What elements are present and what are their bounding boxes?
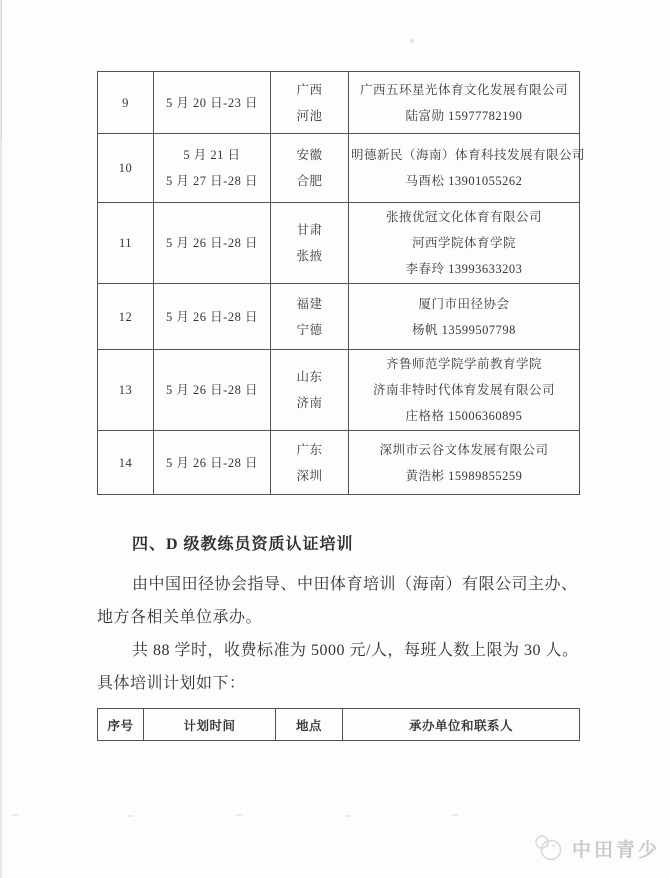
paragraph: [97, 568, 579, 634]
plan-time-cell: [154, 284, 271, 350]
plan-time: 5 月 26 日-28 日: [166, 383, 258, 397]
organizer-line: 齐鲁师范学院学前教育学院: [385, 357, 542, 371]
plan-time: 5 月 26 日-28 日: [166, 236, 258, 250]
row-number-cell: [98, 134, 154, 203]
location-cell: [271, 203, 349, 284]
table-row: [98, 284, 580, 350]
plan-time-cell: [154, 350, 271, 431]
row-number: 14: [118, 455, 133, 470]
column-header-organizer: 承办单位和联系人: [343, 709, 580, 741]
paragraph-line: 具体培训计划如下：: [97, 675, 246, 692]
organizer-contact-cell: [349, 350, 580, 431]
row-number: 11: [118, 236, 133, 250]
organizer-line: 济南非特时代体育发展有限公司: [372, 383, 555, 397]
scan-artifact: [12, 814, 19, 816]
plan-time: 5 月 26 日-28 日: [166, 309, 258, 324]
organizer-line: 广西五环星光体育文化发展有限公司: [359, 82, 568, 97]
table-row: [98, 350, 580, 431]
table-row: [98, 72, 580, 134]
location-cell: [271, 350, 349, 431]
column-header-location: 地点: [276, 709, 343, 741]
contact-line: 马酉松 13901055262: [405, 174, 523, 188]
row-number-cell: [98, 284, 154, 350]
brand-watermark: [531, 833, 660, 863]
row-number-cell: [98, 431, 154, 495]
table-row: [98, 431, 580, 495]
province: 广西: [296, 82, 323, 97]
plan-time-cell: [154, 431, 271, 495]
scan-artifact: [236, 814, 243, 816]
contact-line: 李春玲 13993633203: [405, 262, 523, 276]
scan-artifact: [345, 815, 351, 817]
organizer-contact-cell: [349, 284, 580, 350]
paragraph-line: 共 88 学时，收费标准为 5000 元/人，每班人数上限为 30 人。: [132, 642, 579, 659]
province: 广东: [296, 442, 323, 457]
plan-time-cell: [154, 72, 271, 134]
row-number-cell: [98, 72, 154, 134]
page-content: [97, 71, 586, 741]
province: 山东: [296, 370, 323, 384]
city: 深圳: [296, 468, 323, 483]
row-number: 9: [122, 95, 129, 110]
organizer-contact-cell: [349, 203, 580, 284]
plan-time: 5 月 21 日: [183, 148, 241, 162]
organizer-line: 明德新民（海南）体育科技发展有限公司: [351, 148, 586, 162]
column-header-plan-time: 计划时间: [144, 709, 276, 741]
brand-logo-icon: [531, 833, 565, 863]
training-schedule-table: [97, 71, 586, 495]
column-header-no: 序号: [98, 709, 144, 741]
province: 安徽: [296, 148, 323, 162]
city: 合肥: [296, 174, 323, 188]
city: 济南: [296, 396, 323, 410]
scan-artifact: [410, 39, 414, 43]
organizer-contact-cell: [349, 431, 580, 495]
plan-table-header-row: [98, 709, 580, 741]
table-row: [98, 203, 580, 284]
plan-time-cell: [154, 203, 271, 284]
row-number-cell: [98, 350, 154, 431]
brand-watermark-label: 中田青少: [571, 839, 660, 861]
location-cell: [271, 431, 349, 495]
paragraph-line: 由中国田径协会指导、中田体育培训（海南）有限公司主办、: [132, 576, 578, 593]
paragraph: [97, 634, 579, 700]
city: 宁德: [296, 322, 323, 337]
location-cell: [271, 284, 349, 350]
organizer-contact-cell: [349, 134, 586, 203]
organizer-contact-cell: [349, 72, 580, 134]
plan-time-cell: [154, 134, 271, 203]
row-number: 13: [118, 383, 133, 397]
plan-time: 5 月 27 日-28 日: [166, 174, 258, 188]
contact-line: 黄浩彬 15989855259: [405, 468, 523, 483]
contact-line: 陆富勋 15977782190: [405, 108, 523, 123]
plan-time: 5 月 20 日-23 日: [166, 95, 258, 110]
organizer-line: 厦门市田径协会: [418, 296, 510, 311]
location-cell: [271, 72, 349, 134]
contact-line: 杨帆 13599507798: [412, 322, 516, 337]
paragraph-line: 地方各相关单位承办。: [97, 609, 263, 626]
scan-artifact: [1, 0, 2, 140]
province: 福建: [296, 296, 323, 311]
city: 河池: [296, 108, 323, 123]
plan-time: 5 月 26 日-28 日: [166, 455, 258, 470]
organizer-line: 河西学院体育学院: [411, 236, 516, 250]
city: 张掖: [296, 249, 323, 263]
row-number: 12: [118, 309, 133, 324]
scan-artifact: [128, 815, 134, 817]
table-row: [98, 134, 580, 203]
organizer-line: 深圳市云谷文体发展有限公司: [379, 442, 549, 457]
row-number-cell: [98, 203, 154, 284]
location-cell: [271, 134, 349, 203]
contact-line: 庄格格 15006360895: [405, 409, 523, 423]
organizer-line: 张掖优冠文化体育有限公司: [385, 210, 542, 224]
section-heading: 四、D 级教练员资质认证培训: [132, 536, 354, 553]
plan-table: [97, 708, 580, 741]
scan-artifact: [452, 814, 458, 816]
row-number: 10: [118, 161, 133, 175]
province: 甘肃: [296, 223, 323, 237]
